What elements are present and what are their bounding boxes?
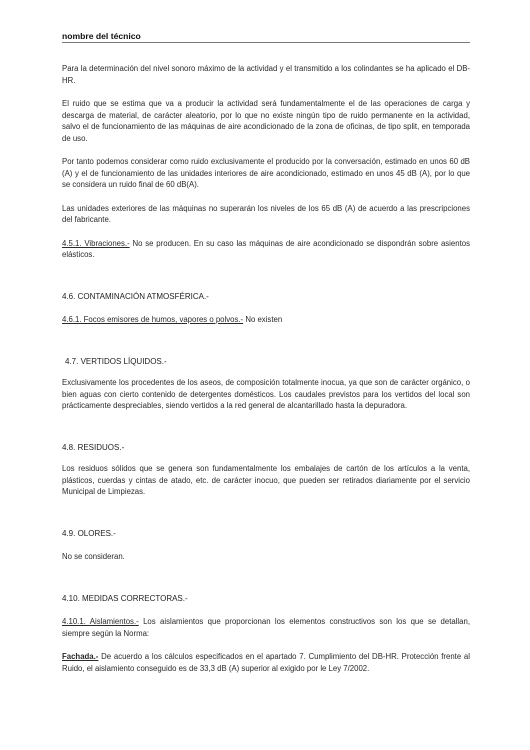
section-4-6-1-label: 4.6.1. Focos emisores de humos, vapores o polvos.-	[62, 315, 244, 324]
section-4-8-text: Los residuos sólidos que se genera son fundamentalmente los embalajes de cartón de los artículos a la venta, plásticos, cuerdas y cintas de atado, etc. de carácter inocuo, que pueden ser retirados diariamente por el servicio Municipal de Limpiezas.	[62, 464, 470, 496]
section-4-6-1	[62, 314, 470, 326]
paragraph-db-hr: Para la determinación del nivel sonoro máximo de la actividad y el transmitido a los colindantes se ha aplicado el DB-HR.	[62, 64, 470, 85]
page-header: nombre del técnico	[62, 31, 470, 43]
section-4-7-text: Exclusivamente los procedentes de los aseos, de composición totalmente inocua, ya que son de carácter orgánico, o bien aguas con cierto contenido de detergentes domésticos. Los caudales previstos para los vertidos del local son prácticamente despreciables, siendo vertidos a la red general de alcantarillado hasta la depuradora.	[62, 378, 470, 410]
fachada-text: De acuerdo a los cálculos especificados en el apartado 7. Cumplimiento del DB-HR. Protección frente al Ruido, el aislamiento conseguido es de 33,3 dB (A) superior al exigido por le Ley 7/2002.	[62, 652, 470, 673]
section-4-6-title: 4.6. CONTAMINACIÓN ATMOSFÉRICA.-	[62, 291, 209, 301]
fachada-label: Fachada.-	[62, 652, 99, 661]
section-4-10-1	[62, 616, 470, 639]
section-4-10-1-label: 4.10.1. Aislamientos.-	[62, 617, 139, 626]
section-4-8-title: 4.8. RESIDUOS.-	[62, 442, 125, 452]
section-4-5-1	[62, 238, 470, 261]
section-4-10-1-text: Los aislamientos que proporcionan los elementos constructivos son los que se detallan, siempre según la Norma:	[62, 617, 471, 638]
paragraph-exterior-units: Las unidades exteriores de las máquinas no superarán los niveles de los 65 dB (A) de acuerdo a las prescripciones del fabricante.	[62, 203, 470, 224]
section-4-6-1-text: No existen	[243, 315, 283, 324]
paragraph-noise-sources: El ruido que se estima que va a producir la actividad será fundamentalmente el de las operaciones de carga y descarga de material, de carácter aleatorio, por lo que no existe ningún tipo de ruido permanente en la actividad, salvo el de funcionamiento de las máquinas de aire acondicionado de la zona de oficinas, de tipo split, en temporada de uso.	[62, 99, 470, 143]
section-4-9-text: No se consideran.	[62, 552, 125, 561]
document-body	[62, 63, 470, 674]
section-4-10-title: 4.10. MEDIDAS CORRECTORAS.-	[62, 593, 188, 603]
section-4-7-title: 4.7. VERTIDOS LÍQUIDOS.-	[65, 356, 167, 366]
section-4-9-title: 4.9. OLORES.-	[62, 528, 116, 538]
fachada-paragraph	[62, 651, 470, 674]
paragraph-noise-levels: Por tanto podemos considerar como ruido exclusivamente el producido por la conversación, estimado en unos 60 dB (A) y el de funcionamiento de las unidades interiores de aire acondicionado, estimado en unos 45 dB (A), por lo que se considera un ruido final de 60 dB(A).	[62, 157, 470, 189]
section-4-5-1-text: No se producen. En su caso las máquinas de aire acondicionado se dispondrán sobre asientos elásticos.	[62, 238, 470, 259]
section-4-5-1-label: 4.5.1. Vibraciones.-	[62, 238, 130, 248]
